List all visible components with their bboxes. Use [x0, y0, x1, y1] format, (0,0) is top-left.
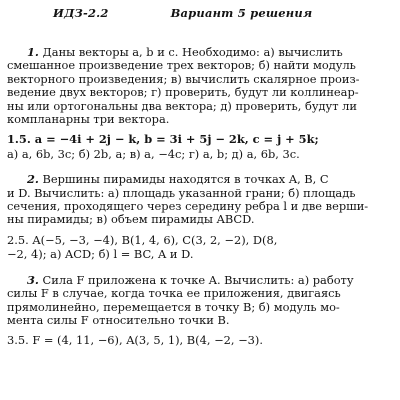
problem-3-number: 3. — [27, 272, 39, 287]
problem-2-line-2: и D. Вычислить: а) площадь указанной грани; б) площадь — [7, 185, 356, 200]
problem-2-data-2: −2, 4); а) ACD; б) l = BC, A и D. — [7, 247, 194, 262]
problem-1-data: 1.5. a = −4i + 2j − k, b = 3i + 5j − 2k, c = j + 5k; — [7, 132, 319, 147]
problem-3-data: 3.5. F = (4, 11, −6), A(3, 5, 1), B(4, −2, −3). — [7, 333, 263, 348]
problem-1-line-5: ны или ортогональны два вектора; д) проверить, будут ли — [7, 98, 357, 113]
problem-1-line-4: ведение двух векторов; г) проверить, будут ли коллинеар- — [7, 85, 359, 100]
variant-label: Вариант 5 решения — [170, 6, 313, 20]
assignment-title: ИДЗ-2.2 — [53, 6, 109, 20]
problem-3-line-1: 3. Сила F приложена к точке A. Вычислить: а) работу — [27, 272, 354, 287]
problem-2 — [7, 173, 386, 227]
problem-1-line-1: 1. Даны векторы a, b и c. Необходимо: а) вычислить — [27, 45, 343, 59]
problem-3-line-3: прямолинейно, перемещается в точку B; б) модуль мо- — [7, 299, 340, 314]
problem-1-tasks: а) a, 6b, 3c; б) 2b, a; в) a, −4c; г) a, b; д) a, 6b, 3c. — [7, 146, 300, 161]
problem-2-number: 2. — [27, 172, 39, 187]
problem-3 — [7, 274, 386, 328]
problem-2-data-1: 2.5. A(−5, −3, −4), B(1, 4, 6), C(3, 2, −2), D(8, — [7, 232, 278, 247]
problem-2-line-1: 2. Вершины пирамиды находятся в точках A, B, C — [27, 172, 329, 187]
problem-1-line-2: смешанное произведение трех векторов; б) найти модуль — [7, 58, 356, 73]
problem-1 — [7, 46, 386, 126]
problem-3-line-2: силы F в случае, когда точка ее приложения, двигаясь — [7, 286, 341, 301]
problem-1-number: 1. — [27, 45, 39, 59]
problem-3-line-4: мента силы F относительно точки B. — [7, 312, 230, 327]
problem-1-line-3: векторного произведения; в) вычислить скалярное произ- — [7, 71, 360, 86]
problem-1-line-6: компланарны три вектора. — [7, 112, 170, 127]
page-header — [7, 6, 386, 26]
problem-2-line-3: сечения, проходящего через середину ребра l и две верши- — [7, 199, 369, 214]
problem-2-line-4: ны пирамиды; в) объем пирамиды ABCD. — [7, 212, 255, 227]
